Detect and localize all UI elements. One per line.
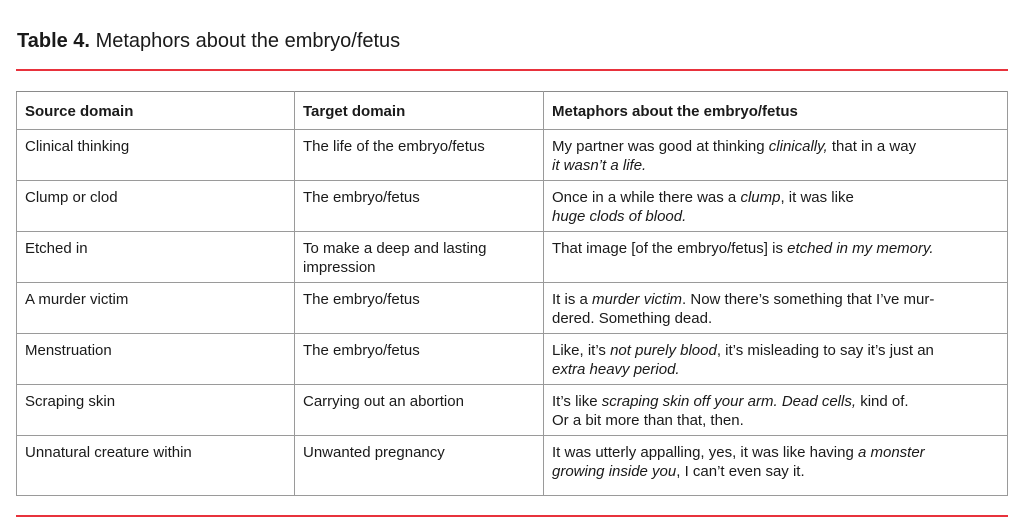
metaphor-cell [544, 283, 1008, 334]
metaphor-text: , it’s misleading to say it’s just an [716, 342, 934, 359]
metaphor-text: Once in a while there was a [552, 189, 741, 206]
source-domain-cell: A murder victim [17, 283, 295, 334]
metaphor-cell [544, 130, 1008, 181]
table-row [17, 130, 1008, 181]
metaphor-emphasis: not purely blood [610, 342, 717, 359]
table-number: Table 4. [17, 30, 90, 52]
source-domain-cell: Menstruation [17, 334, 295, 385]
metaphor-text: Like, it’s [552, 342, 611, 359]
metaphor-cell [544, 334, 1008, 385]
metaphor-emphasis: it wasn’t a life. [552, 157, 647, 174]
metaphor-emphasis: clinically, [768, 138, 828, 155]
header-row [17, 92, 1008, 130]
target-domain-cell: Unwanted pregnancy [295, 436, 544, 496]
target-domain-cell: Carrying out an abortion [295, 385, 544, 436]
metaphor-line [552, 341, 999, 360]
metaphor-line [552, 239, 999, 258]
metaphor-text: It was utterly appalling, yes, it was like having [552, 444, 858, 461]
table-row [17, 181, 1008, 232]
metaphor-emphasis: huge clods of blood. [552, 208, 687, 225]
metaphor-line [552, 207, 999, 226]
metaphor-text: It is a [552, 291, 593, 308]
metaphor-cell [544, 232, 1008, 283]
metaphor-text: That image [of the embryo/fetus] is [552, 240, 788, 257]
metaphor-line [552, 462, 999, 481]
metaphor-line [552, 411, 999, 430]
metaphor-line [552, 309, 999, 328]
metaphor-text: dered. Something dead. [552, 310, 713, 327]
metaphor-cell [544, 181, 1008, 232]
metaphor-text: . Now there’s something that I’ve mur- [682, 291, 935, 308]
metaphor-line [552, 156, 999, 175]
metaphor-text: kind of. [856, 393, 909, 410]
metaphor-emphasis: growing inside you [552, 463, 677, 480]
metaphor-emphasis: clump [740, 189, 781, 206]
metaphor-text: It’s like [552, 393, 602, 410]
metaphor-cell [544, 436, 1008, 496]
target-domain-cell: The embryo/fetus [295, 334, 544, 385]
target-domain-cell: The embryo/fetus [295, 283, 544, 334]
header-target-domain: Target domain [295, 92, 544, 130]
metaphor-line [552, 290, 999, 309]
target-domain-cell: To make a deep and lasting impression [295, 232, 544, 283]
source-domain-cell: Clinical thinking [17, 130, 295, 181]
header-metaphors: Metaphors about the embryo/fetus [544, 92, 1008, 130]
metaphor-cell [544, 385, 1008, 436]
table-row [17, 232, 1008, 283]
metaphor-line [552, 392, 999, 411]
metaphor-emphasis: a monster [857, 444, 925, 461]
source-domain-cell: Scraping skin [17, 385, 295, 436]
metaphor-line [552, 360, 999, 379]
metaphor-text: Or a bit more than that, then. [552, 412, 744, 429]
table-row [17, 385, 1008, 436]
table-title: Metaphors about the embryo/fetus [95, 30, 401, 52]
top-divider [16, 69, 1008, 71]
metaphor-emphasis: scraping skin off your arm. Dead cells, [601, 393, 857, 410]
metaphor-emphasis: etched in my memory. [787, 240, 934, 257]
table-row [17, 436, 1008, 496]
source-domain-cell: Clump or clod [17, 181, 295, 232]
source-domain-cell: Unnatural creature within [17, 436, 295, 496]
table-row [17, 334, 1008, 385]
table-caption [17, 30, 400, 53]
metaphor-text: , it was like [780, 189, 854, 206]
metaphor-line [552, 188, 999, 207]
metaphor-line [552, 443, 999, 462]
metaphors-table [16, 91, 1008, 496]
metaphor-emphasis: murder victim [592, 291, 683, 308]
header-source-domain: Source domain [17, 92, 295, 130]
metaphor-text: My partner was good at thinking [552, 138, 769, 155]
metaphor-line [552, 137, 999, 156]
metaphor-text: that in a way [827, 138, 917, 155]
target-domain-cell: The life of the embryo/fetus [295, 130, 544, 181]
source-domain-cell: Etched in [17, 232, 295, 283]
metaphor-emphasis: extra heavy period. [552, 361, 680, 378]
table-row [17, 283, 1008, 334]
bottom-divider [16, 515, 1008, 517]
target-domain-cell: The embryo/fetus [295, 181, 544, 232]
metaphor-text: , I can’t even say it. [676, 463, 805, 480]
